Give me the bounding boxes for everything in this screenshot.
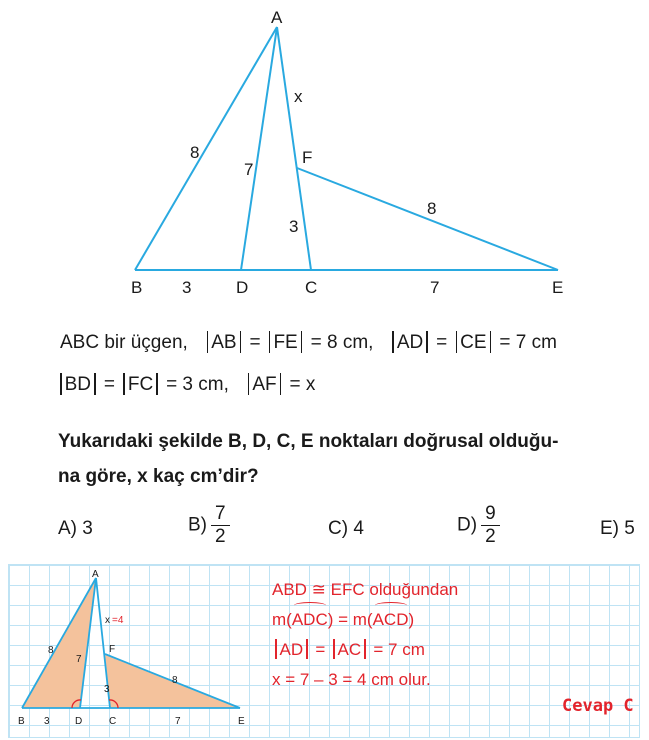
length-label-bd: 3 [182, 278, 192, 297]
option-d-denominator: 2 [485, 526, 496, 547]
sol-point-c: C [109, 716, 117, 727]
sol-point-f: F [109, 644, 116, 655]
option-b[interactable]: B) $\frac{7}{2}$ [188, 503, 230, 548]
point-label-e: E [552, 278, 564, 297]
sol-point-e: E [238, 716, 245, 727]
point-label-a: A [271, 8, 283, 27]
sol-point-b: B [18, 716, 25, 727]
point-label-b: B [131, 278, 143, 297]
option-c[interactable]: C) 4 [328, 518, 364, 539]
option-a[interactable]: A) 3 [58, 518, 93, 539]
solution-line-4: x = 7 – 3 = 4 cm olur. [272, 670, 431, 689]
given-value-1: = 8 cm, [310, 332, 374, 353]
main-triangle-figure [0, 0, 649, 300]
option-d[interactable]: D) $\frac{9}{2}$ [457, 503, 500, 548]
point-label-f: F [302, 148, 313, 167]
angle-acd: ACD [373, 606, 409, 634]
given-prefix: ABC bir üçgen, [60, 332, 188, 353]
given-ad: AD [396, 332, 424, 353]
given-bd: BD [64, 374, 91, 395]
given-line-2 [57, 373, 315, 396]
segment-fe [297, 168, 558, 270]
option-b-numerator: 7 [211, 503, 230, 526]
solution-line-2: m(ADC) = m(ACD) [272, 606, 414, 634]
sol-length-x: x [105, 615, 110, 626]
given-eq-2: = [436, 332, 448, 353]
given-eq-3: = [103, 374, 115, 395]
length-label-ab: 8 [190, 143, 200, 162]
solution-line-1: ABD ≅ EFC olduğundan [272, 580, 459, 599]
solution-ad: AD [279, 640, 304, 659]
given-value-3: = 3 cm, [166, 374, 229, 395]
answer-label: Cevap C [562, 696, 634, 716]
sol-length-fc: 3 [104, 684, 110, 695]
option-e[interactable]: E) 5 [600, 518, 635, 539]
given-value-2: = 7 cm [499, 332, 557, 353]
point-label-d: D [236, 278, 249, 297]
given-value-4: = x [289, 374, 316, 395]
given-ab: AB [211, 332, 237, 353]
sol-point-a: A [92, 569, 99, 580]
given-fc: FC [127, 374, 154, 395]
length-label-ce: 7 [430, 278, 440, 297]
solution-ac: AC [337, 640, 362, 659]
solution-line-3: AD = AC = 7 cm [272, 636, 425, 664]
given-af: AF [252, 374, 277, 395]
given-eq-1: = [249, 332, 261, 353]
length-label-fc: 3 [289, 217, 299, 236]
sol-point-d: D [75, 716, 83, 727]
angle-adc: ADC [292, 606, 328, 634]
sol-length-bd: 3 [44, 716, 50, 727]
question-line-2: na göre, x kaç cm’dir? [58, 466, 259, 487]
segment-ab [135, 27, 277, 270]
point-label-c: C [305, 278, 318, 297]
solution-figure [8, 564, 268, 736]
sol-length-fe: 8 [172, 675, 178, 686]
length-label-fe: 8 [427, 199, 437, 218]
sol-length-ce: 7 [175, 716, 181, 727]
length-label-ad: 7 [244, 160, 254, 179]
option-d-numerator: 9 [481, 503, 500, 526]
given-fe: FE [273, 332, 298, 353]
sol-length-x-value: =4 [112, 615, 124, 626]
given-ce: CE [460, 332, 487, 353]
question-line-1: Yukarıdaki şekilde B, D, C, E noktaları doğrusal olduğu- [58, 431, 559, 452]
sol-length-ad: 7 [76, 654, 82, 665]
given-line-1 [60, 331, 557, 354]
option-b-denominator: 2 [215, 526, 226, 547]
length-label-af: x [294, 87, 303, 106]
segment-ad [241, 27, 277, 270]
sol-length-ab: 8 [48, 645, 54, 656]
